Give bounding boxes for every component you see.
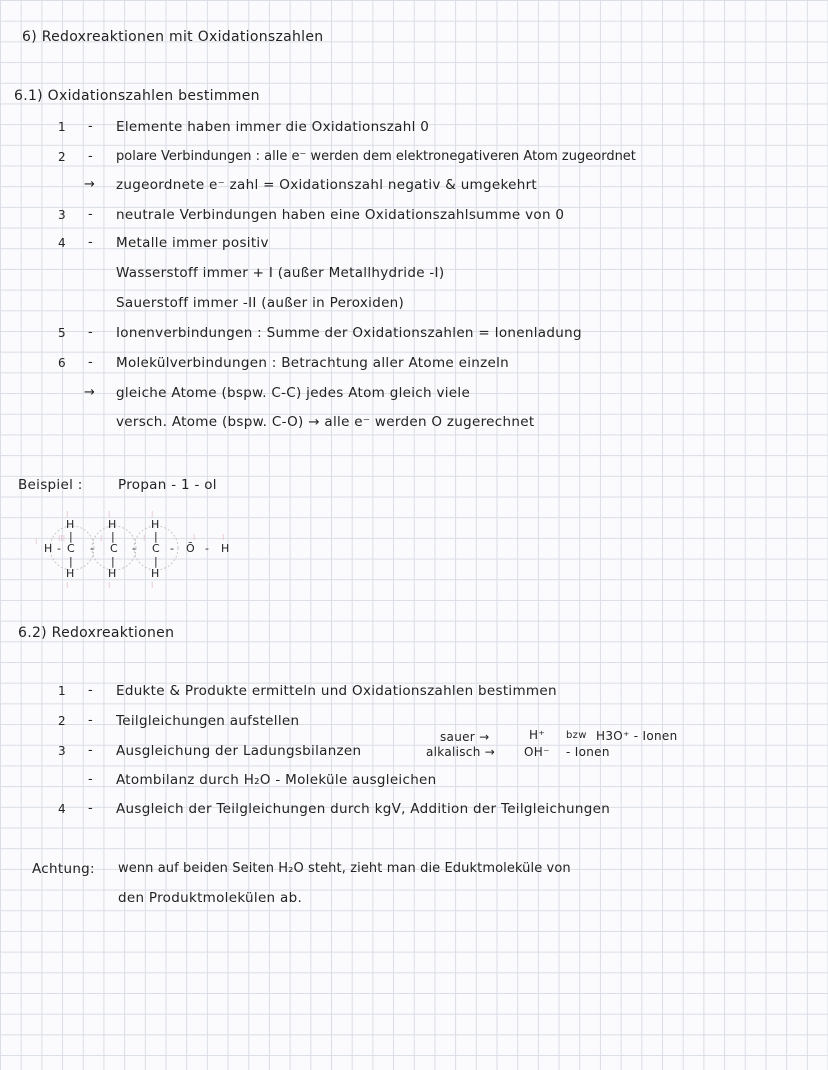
section-heading-6-1: 6.1) Oxidationszahlen bestimmen [14,88,260,104]
charge-note-bzw: bzw [566,730,587,741]
bond-vertical: | [154,555,158,568]
item-mark: - [88,207,93,222]
item-number: 4 [58,802,66,816]
charge-note-h3o: H3O⁺ - Ionen [596,729,678,743]
bond-vertical: | [69,530,73,543]
bond: - [205,542,209,555]
atom-c: C [152,542,160,555]
item-number: 3 [58,744,66,758]
oxidation-number: I [35,537,38,546]
oxidation-number: I [151,510,154,519]
oxidation-number: I [66,581,69,590]
bond: - [170,542,174,555]
oxidation-number: III [58,534,66,543]
note-line-2: den Produktmolekülen ab. [118,890,303,906]
item-number: 6 [58,356,66,370]
example-name: Propan - 1 - ol [118,477,217,493]
bond-vertical: | [111,555,115,568]
example-label: Beispiel : [18,477,83,493]
page-title: 6) Redoxreaktionen mit Oxidationszahlen [22,29,324,45]
atom-h: H [108,518,117,531]
item-mark: - [88,772,93,787]
item-mark: - [88,743,93,758]
item-mark: - [88,801,93,816]
item-number: 5 [58,326,66,340]
atom-h: H [151,567,160,580]
item-text: zugeordnete e⁻ zahl = Oxidationszahl negativ & umgekehrt [116,177,538,193]
oxidation-number: I [100,534,103,543]
charge-note-sauer: sauer → [440,730,490,744]
oxidation-number: I [151,581,154,590]
item-text: Molekülverbindungen : Betrachtung aller Atome einzeln [116,355,509,371]
item-text: Edukte & Produkte ermitteln und Oxidationszahlen bestimmen [116,683,557,699]
bond-vertical: | [111,530,115,543]
item-number: 2 [58,714,66,728]
item-number: 4 [58,236,66,250]
charge-note-ionen: - Ionen [566,745,610,759]
oxidation-number: I [108,510,111,519]
item-text: gleiche Atome (bspw. C-C) jedes Atom gleich viele [116,385,471,401]
item-mark: → [84,385,96,400]
item-mark: → [84,177,96,192]
atom-h: H [66,567,75,580]
item-text: Ausgleichung der Ladungsbilanzen [116,743,362,759]
item-text: neutrale Verbindungen haben eine Oxidationszahlsumme von 0 [116,207,565,223]
item-text: Teilgleichungen aufstellen [116,713,300,729]
oxidation-number: I [108,581,111,590]
item-mark: - [88,355,93,370]
charge-note-alkalisch: alkalisch → [426,745,496,759]
charge-note-oh: OH⁻ [524,745,550,759]
item-mark: - [88,119,93,134]
atom-h: H [66,518,75,531]
note-label: Achtung: [32,861,95,877]
item-number: 1 [58,684,66,698]
item-number: 2 [58,150,66,164]
atom-h: H [44,542,53,555]
oxidation-number: I [66,510,69,519]
item-text: Metalle immer positiv [116,235,269,251]
item-number: 1 [58,120,66,134]
atom-o: Ō [186,542,195,555]
item-text: Atombilanz durch H₂O - Moleküle ausgleichen [116,772,437,788]
bond: - [90,542,94,555]
item-text: Wasserstoff immer + I (außer Metallhydride -I) [116,265,445,281]
item-text: versch. Atome (bspw. C-O) → alle e⁻ werden O zugerechnet [116,414,535,430]
item-text: Ionenverbindungen : Summe der Oxidationszahlen = Ionenladung [116,325,582,341]
oxidation-number: I [222,533,225,542]
atom-c: C [67,542,75,555]
note-line-1: wenn auf beiden Seiten H₂O steht, zieht man die Eduktmoleküle von [118,861,571,876]
item-text: Elemente haben immer die Oxidationszahl 0 [116,119,430,135]
bond: - [57,542,61,555]
bond-vertical: | [69,555,73,568]
atom-h: H [221,542,230,555]
charge-note-h-plus: H⁺ [529,728,545,742]
item-mark: - [88,325,93,340]
item-text: Sauerstoff immer -II (außer in Peroxiden) [116,295,405,311]
item-mark: - [88,149,93,164]
atom-c: C [110,542,118,555]
atom-h: H [108,567,117,580]
item-number: 3 [58,208,66,222]
oxidation-number: I [193,533,196,542]
atom-h: H [151,518,160,531]
section-heading-6-2: 6.2) Redoxreaktionen [18,625,175,641]
oxidation-number: I [143,534,146,543]
bond: - [132,542,136,555]
item-mark: - [88,713,93,728]
item-text: Ausgleich der Teilgleichungen durch kgV, Addition der Teilgleichungen [116,801,611,817]
item-text: polare Verbindungen : alle e⁻ werden dem elektronegativeren Atom zugeordnet [116,149,636,164]
item-mark: - [88,683,93,698]
item-mark: - [88,235,93,250]
bond-vertical: | [154,530,158,543]
